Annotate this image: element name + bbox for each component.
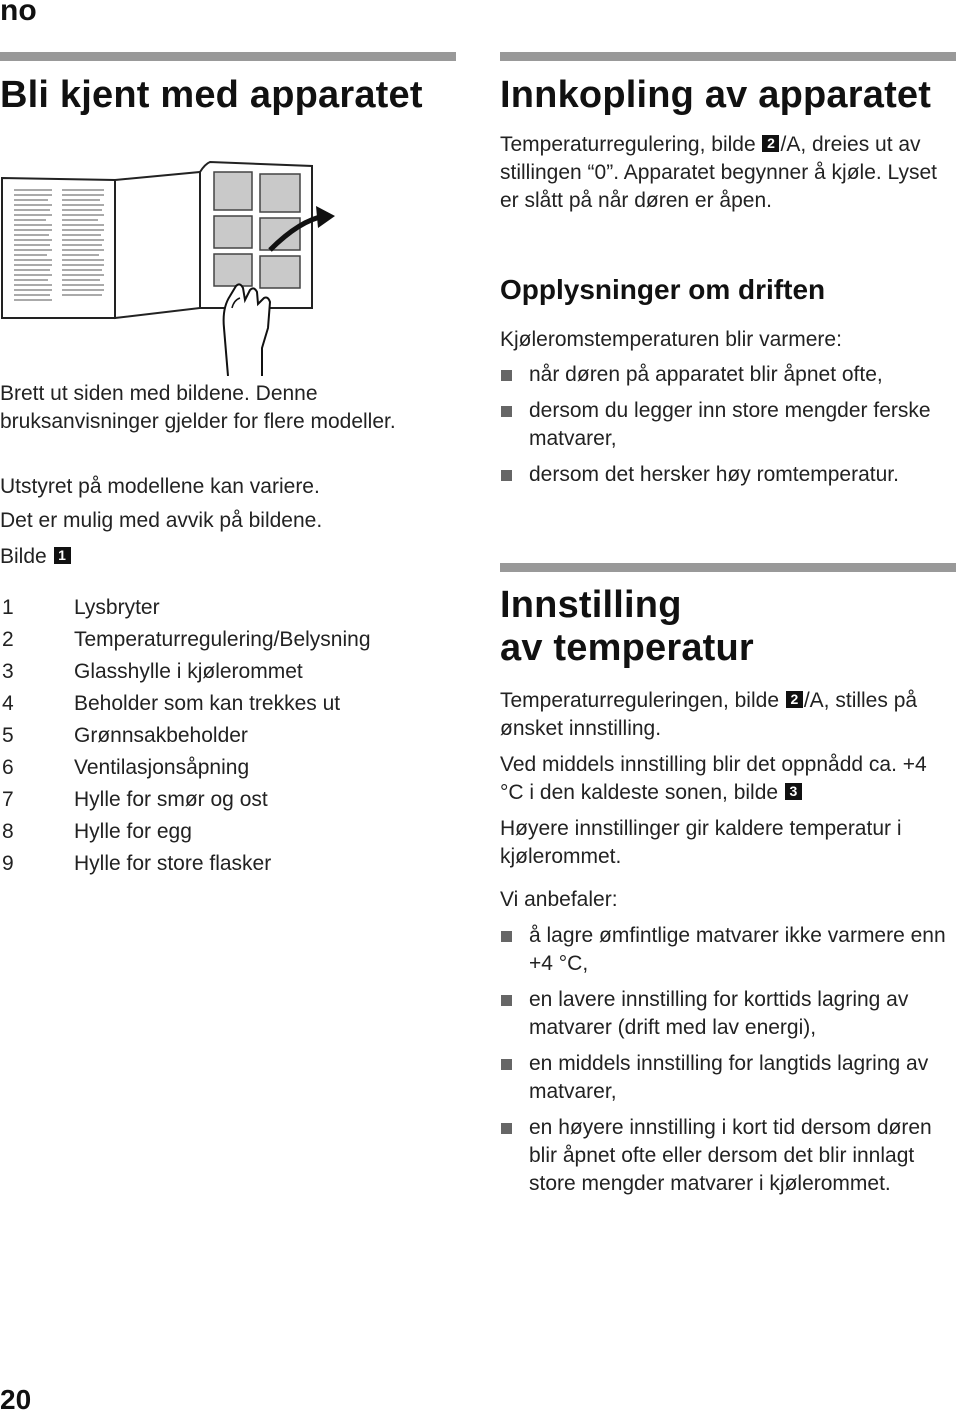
bullet-square-icon [501,1123,512,1134]
list-item-text: dersom du legger inn store mengder ferske matvarer, [529,399,931,450]
legend-text: Hylle for egg [74,820,192,843]
legend-number: 2 [2,628,14,651]
innstilling-paragraph-2 [500,751,956,807]
text-span: Temperaturregulering, bilde [500,133,762,156]
parts-legend [0,592,460,892]
legend-number: 7 [2,788,14,811]
figure-number-badge: 1 [54,547,71,564]
legend-text: Grønnsakbeholder [74,724,248,747]
list-item [500,986,956,1042]
list-item-text: når døren på apparatet blir åpnet ofte, [529,363,883,386]
legend-text: Ventilasjonsåpning [74,756,250,779]
legend-text: Beholder som kan trekkes ut [74,692,341,715]
section-title-innstilling [500,584,960,669]
text-span: Ved middels innstilling blir det oppnådd ca. +4 °C i den kaldeste sonen, bilde [500,753,927,804]
bullet-square-icon [501,1059,512,1070]
legend-number: 4 [2,692,14,715]
list-item [500,361,956,389]
bullet-square-icon [501,406,512,417]
innstilling-paragraph-3: Høyere innstillinger gir kaldere temperatur i kjølerommet. [500,817,902,868]
bullet-square-icon [501,995,512,1006]
text-span: Temperaturreguleringen, bilde [500,689,785,712]
title-line: av temperatur [500,626,754,669]
text-span: /A, dreies ut av stillingen “0”. Apparatet begynner å kjøle. Lyset er slått på når døren er åpen. [500,133,937,212]
list-item-text: dersom det hersker høy romtemperatur. [529,463,899,486]
intro-paragraph-3: Det er mulig med avvik på bildene. [0,509,323,532]
language-code: no [0,0,37,27]
figure-number-badge: 3 [785,783,802,800]
section-rule-left [0,52,456,61]
intro-paragraph-2: Utstyret på modellene kan variere. [0,475,320,498]
title-line: Innstilling [500,584,682,626]
legend-text: Hylle for store flasker [74,852,272,875]
bullet-square-icon [501,470,512,481]
legend-text: Hylle for smør og ost [74,788,268,811]
legend-number: 6 [2,756,14,779]
text-span: /A, stilles på ønsket innstilling. [500,689,918,740]
legend-number: 1 [2,596,14,619]
section-rule-right-middle [500,563,956,572]
list-item-text: en høyere innstilling i kort tid dersom døren blir åpnet ofte eller dersom det blir innlagt store mengder matvarer i kjølerommet. [529,1116,932,1195]
legend-number: 3 [2,660,14,683]
recommend-bullet-list [500,922,956,1206]
list-item [500,1114,956,1198]
list-item [500,1050,956,1106]
figure-label: Bilde [0,545,47,568]
page-title-left: Bli kjent med apparatet [0,74,423,116]
list-item-text: å lagre ømfintlige matvarer ikke varmere enn +4 °C, [529,924,946,975]
legend-text: Lysbryter [74,596,160,619]
section-title-opplysninger: Opplysninger om driften [500,274,826,305]
fold-out-booklet-illustration [0,158,340,376]
figure-number-badge: 2 [786,691,803,708]
innstilling-paragraph-1 [500,687,940,743]
figure-reference [0,543,440,571]
legend-text: Glasshylle i kjølerommet [74,660,303,683]
page-number: 20 [0,1384,32,1415]
legend-text: Temperaturregulering/Belysning [74,628,371,651]
section-title-innkopling: Innkopling av apparatet [500,74,932,116]
innkopling-paragraph [500,131,940,215]
opplysninger-lead: Kjøleromstemperaturen blir varmere: [500,328,842,351]
legend-number: 5 [2,724,14,747]
list-item-text: en middels innstilling for langtids lagring av matvarer, [529,1052,929,1103]
intro-paragraph-1: Brett ut siden med bildene. Denne bruksanvisninger gjelder for flere modeller. [0,382,396,433]
list-item [500,397,956,453]
bullet-square-icon [501,931,512,942]
list-item [500,461,956,489]
list-item [500,922,956,978]
legend-number: 9 [2,852,14,875]
figure-number-badge: 2 [762,135,779,152]
section-rule-right-top [500,52,956,61]
list-item-text: en lavere innstilling for korttids lagring av matvarer (drift med lav energi), [529,988,909,1039]
opplysninger-bullet-list [500,361,956,497]
bullet-square-icon [501,370,512,381]
legend-number: 8 [2,820,14,843]
recommend-label: Vi anbefaler: [500,888,618,911]
